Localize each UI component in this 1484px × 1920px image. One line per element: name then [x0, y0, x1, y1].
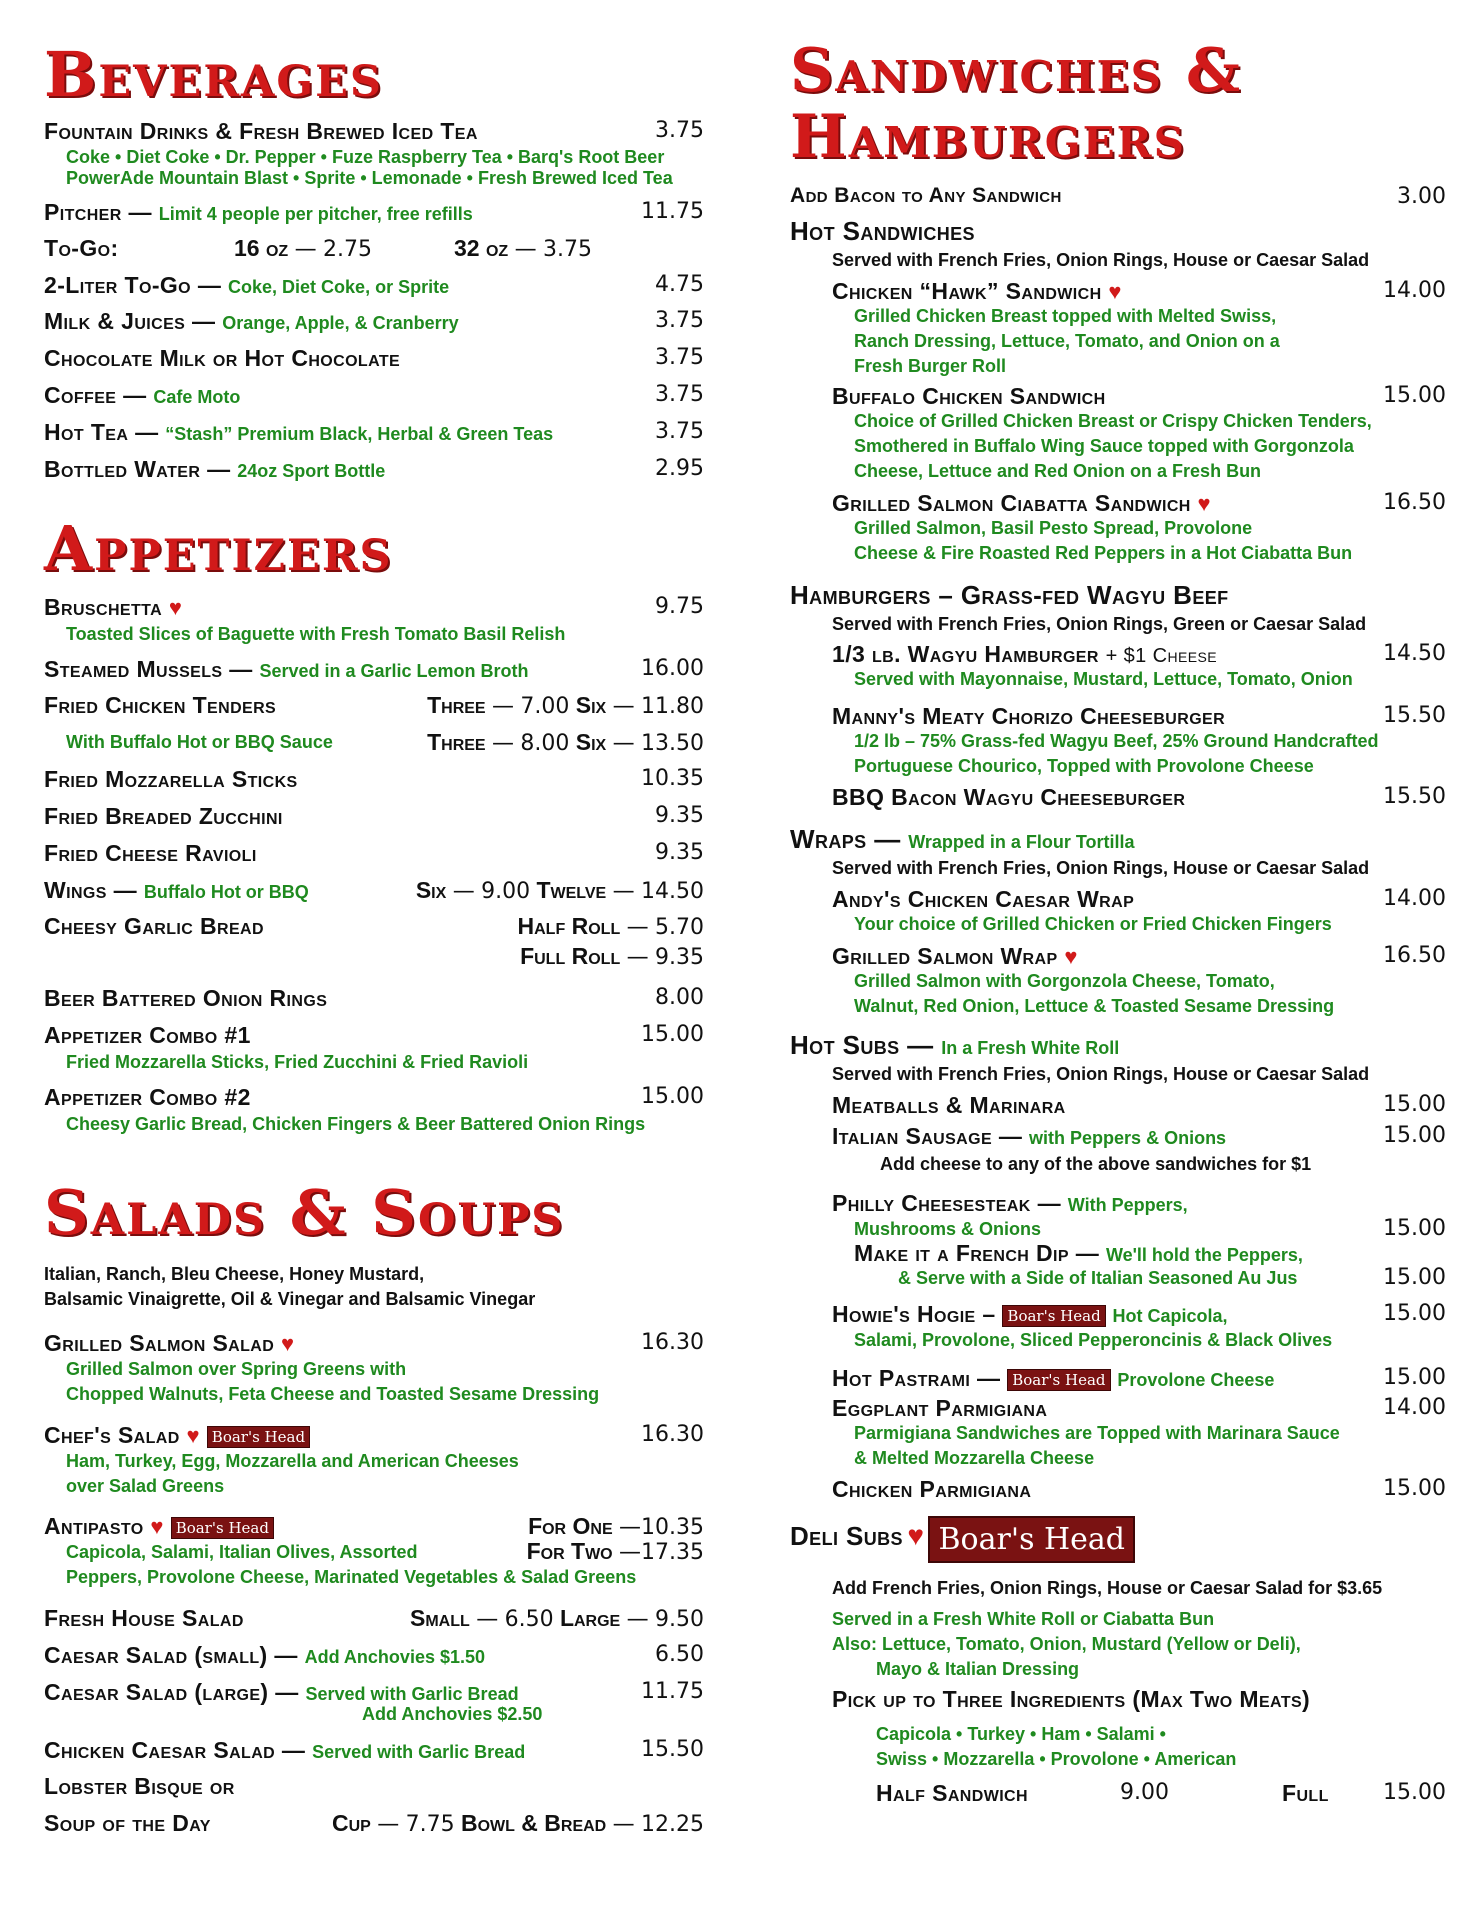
- option-price: 3.75: [542, 237, 592, 262]
- item-price: 3.75: [655, 308, 704, 333]
- item-price: 9.00: [1120, 1780, 1169, 1805]
- boars-head-logo: Boar's Head: [928, 1516, 1135, 1563]
- menu-item-onion-rings: [44, 985, 704, 1011]
- item-description: Grilled Salmon, Basil Pesto Spread, Provolone: [854, 518, 1253, 538]
- item-name: Manny's Meaty Chorizo Cheeseburger: [832, 703, 1226, 729]
- option-price: 7.75: [405, 1812, 455, 1837]
- item-price: 16.30: [641, 1422, 704, 1447]
- item-name: Fountain Drinks & Fresh Brewed Iced Tea: [44, 118, 478, 144]
- item-description: Parmigiana Sandwiches are Topped with Marinara Sauce: [854, 1423, 1340, 1443]
- menu-item-french-dip-cont: [832, 1265, 1446, 1291]
- item-note: Wrapped in a Flour Tortilla: [908, 832, 1135, 852]
- menu-item-add-bacon: [790, 184, 1446, 210]
- item-description: over Salad Greens: [66, 1476, 225, 1496]
- item-price: 16.30: [641, 1330, 704, 1355]
- menu-item-wagyu: [832, 641, 1446, 667]
- item-description: Chopped Walnuts, Feta Cheese and Toasted Sesame Dressing: [66, 1384, 600, 1404]
- item-name: Chef's Salad: [44, 1422, 180, 1448]
- option-price: 17.35: [641, 1540, 704, 1565]
- option-price: 10.35: [641, 1515, 704, 1540]
- item-note: We'll hold the Peppers,: [1105, 1245, 1303, 1265]
- deli-pick-line: Pick up to Three Ingredients (Max Two Meats): [832, 1686, 1311, 1712]
- dressings-line: Balsamic Vinaigrette, Oil & Vinegar and Balsamic Vinegar: [44, 1289, 536, 1309]
- deli-also-line: Also: Lettuce, Tomato, Onion, Mustard (Yellow or Deli),: [832, 1634, 1301, 1654]
- item-price: 15.00: [1383, 1365, 1446, 1390]
- item-note: “Stash” Premium Black, Herbal & Green Teas: [165, 424, 554, 444]
- item-price: 15.50: [641, 1737, 704, 1762]
- served-with-line: Served with French Fries, Onion Rings, House or Caesar Salad: [832, 858, 1370, 878]
- item-note: With Buffalo Hot or BBQ Sauce: [66, 732, 333, 752]
- item-description: Cheese, Lettuce and Red Onion on a Fresh Bun: [854, 461, 1262, 481]
- item-name: BBQ Bacon Wagyu Cheeseburger: [832, 784, 1186, 810]
- served-with-line: Served with French Fries, Onion Rings, House or Caesar Salad: [832, 1064, 1370, 1084]
- item-price: 2.95: [655, 456, 704, 481]
- item-name: Lobster Bisque or: [44, 1773, 235, 1799]
- item-note: Served in a Garlic Lemon Broth: [259, 661, 529, 681]
- item-price: 9.35: [655, 803, 704, 828]
- served-with-line: Served with French Fries, Onion Rings, House or Caesar Salad: [832, 250, 1370, 270]
- deli-subs-heading-row: [790, 1516, 1135, 1563]
- dressings-line: Italian, Ranch, Bleu Cheese, Honey Mustard,: [44, 1264, 425, 1284]
- item-price: 14.00: [1383, 278, 1446, 303]
- item-description: & Melted Mozzarella Cheese: [854, 1448, 1095, 1468]
- deli-also-line: Mayo & Italian Dressing: [876, 1659, 1080, 1679]
- item-name: Chicken Parmigiana: [832, 1476, 1032, 1502]
- item-note: Buffalo Hot or BBQ: [143, 882, 309, 902]
- wraps-heading: Wraps: [790, 824, 867, 854]
- add-cheese-note: Add cheese to any of the above sandwiches for $1: [880, 1154, 1312, 1174]
- item-description: Coke • Diet Coke • Dr. Pepper • Fuze Raspberry Tea • Barq's Root Beer: [66, 147, 665, 167]
- item-name: Steamed Mussels: [44, 656, 223, 682]
- item-price: 8.00: [655, 985, 704, 1010]
- deli-subs-heading: Deli Subs: [790, 1521, 903, 1551]
- item-name: Andy's Chicken Caesar Wrap: [832, 886, 1135, 912]
- item-name: Beer Battered Onion Rings: [44, 985, 328, 1011]
- menu-item-salmon-wrap: [832, 943, 1446, 969]
- menu-item-garlic-bread-full: Full Roll — 9.35: [520, 943, 704, 970]
- menu-item-wings: Wings — Buffalo Hot or BBQ Six — 9.00 Twelve — 14.50: [44, 877, 704, 904]
- item-name: Fried Chicken Tenders: [44, 692, 277, 718]
- item-name: Eggplant Parmigiana: [832, 1395, 1048, 1421]
- heart-icon: ♥: [281, 1331, 295, 1356]
- ingredients-line: Swiss • Mozzarella • Provolone • American: [876, 1749, 1237, 1769]
- hot-subs-heading: Hot Subs: [790, 1030, 900, 1060]
- item-description: PowerAde Mountain Blast • Sprite • Lemonade • Fresh Brewed Iced Tea: [66, 168, 673, 188]
- item-description: 1/2 lb – 75% Grass-fed Wagyu Beef, 25% Ground Handcrafted: [854, 731, 1379, 751]
- item-name: Chocolate Milk or Hot Chocolate: [44, 345, 401, 371]
- option-label: 16 oz: [234, 235, 289, 261]
- item-description: Ranch Dressing, Lettuce, Tomato, and Onion on a: [854, 331, 1280, 351]
- item-name: Appetizer Combo #1: [44, 1022, 251, 1048]
- item-price: 14.00: [1383, 1395, 1446, 1420]
- item-price: 15.00: [1383, 1123, 1446, 1148]
- item-name: Caesar Salad (large): [44, 1679, 269, 1705]
- item-price: 3.75: [655, 419, 704, 444]
- item-description: Grilled Salmon with Gorgonzola Cheese, Tomato,: [854, 971, 1275, 991]
- item-price: 9.35: [655, 840, 704, 865]
- menu-item-mozzarella: [44, 766, 704, 792]
- item-description: Portuguese Chourico, Topped with Provolone Cheese: [854, 756, 1314, 776]
- item-name: Grilled Salmon Wrap: [832, 943, 1058, 969]
- item-name: Hot Pastrami: [832, 1365, 971, 1391]
- item-note: Mushrooms & Onions: [854, 1219, 1042, 1239]
- item-note: Provolone Cheese: [1117, 1370, 1275, 1390]
- item-name: Fried Mozzarella Sticks: [44, 766, 298, 792]
- ingredients-line: Capicola • Turkey • Ham • Salami •: [876, 1724, 1166, 1744]
- item-name: Add Bacon to Any Sandwich: [790, 184, 1062, 207]
- option-price: 2.75: [322, 237, 372, 262]
- item-name: Howie's Hogie: [832, 1301, 976, 1327]
- item-note: In a Fresh White Roll: [941, 1038, 1120, 1058]
- menu-item-2-liter: 2-Liter To-Go — Coke, Diet Coke, or Sprite 4.75: [44, 272, 704, 298]
- menu-item-bbq-wagyu: [832, 784, 1446, 810]
- item-price: 15.00: [1383, 1780, 1446, 1805]
- item-note: Hot Capicola,: [1112, 1306, 1228, 1326]
- item-price: 15.50: [1383, 784, 1446, 809]
- option-price: 9.50: [655, 1607, 704, 1632]
- item-price: 3.75: [655, 118, 704, 143]
- menu-item-howie: Howie's Hogie – Boar's Head Hot Capicola, 15.00: [832, 1301, 1446, 1327]
- item-note: Orange, Apple, & Cranberry: [222, 313, 459, 333]
- item-note: With Peppers,: [1067, 1195, 1188, 1215]
- boars-head-logo: Boar's Head: [1002, 1305, 1105, 1327]
- heart-icon: ♥: [186, 1423, 200, 1448]
- item-note: with Peppers & Onions: [1029, 1128, 1227, 1148]
- item-name: Philly Cheesesteak: [832, 1190, 1031, 1216]
- item-name: Coffee: [44, 382, 117, 408]
- menu-item-coffee: Coffee — Cafe Moto 3.75: [44, 382, 704, 408]
- item-name: Half Sandwich: [876, 1780, 1028, 1806]
- item-name: Buffalo Chicken Sandwich: [832, 383, 1106, 409]
- item-description: Fried Mozzarella Sticks, Fried Zucchini & Fried Ravioli: [66, 1052, 529, 1072]
- item-name: Milk & Juices: [44, 308, 186, 334]
- menu-item-deli-sizes: [876, 1780, 1446, 1806]
- menu-item-combo-1: [44, 1022, 704, 1048]
- item-extra: + $1 Cheese: [1105, 645, 1217, 667]
- item-price: 15.00: [641, 1084, 704, 1109]
- option-price: 8.00: [520, 731, 570, 756]
- menu-item-mussels: Steamed Mussels — Served in a Garlic Lemon Broth 16.00: [44, 656, 704, 682]
- menu-item-hot-tea: Hot Tea — “Stash” Premium Black, Herbal & Green Teas 3.75: [44, 419, 704, 445]
- menu-item-hawk: [832, 278, 1446, 304]
- menu-item-chocolate: [44, 345, 704, 371]
- item-price: 15.00: [1383, 1092, 1446, 1117]
- item-price: 6.50: [655, 1642, 704, 1667]
- menu-item-chefs-salad: [44, 1422, 704, 1448]
- deli-add-line: Add French Fries, Onion Rings, House or Caesar Salad for $3.65: [832, 1578, 1383, 1598]
- item-note: & Serve with a Side of Italian Seasoned Au Jus: [898, 1268, 1298, 1288]
- item-description: Grilled Salmon over Spring Greens with: [66, 1359, 407, 1379]
- boars-head-logo: Boar's Head: [1007, 1369, 1110, 1391]
- menu-item-bruschetta: [44, 594, 704, 620]
- item-note: Add Anchovies $2.50: [362, 1704, 543, 1724]
- heart-icon: ♥: [1064, 944, 1078, 969]
- item-name: Pitcher: [44, 199, 122, 225]
- menu-item-tenders: Fried Chicken Tenders Three — 7.00 Six — 11.80: [44, 692, 704, 719]
- menu-item-fountain: [44, 118, 704, 144]
- item-name: 1/3 lb. Wagyu Hamburger: [832, 641, 1099, 667]
- item-note: Served with Garlic Bread: [312, 1742, 526, 1762]
- option-price: 13.50: [641, 731, 704, 756]
- item-name: To-Go:: [44, 235, 119, 261]
- menu-item-ravioli: [44, 840, 704, 866]
- item-note: Cafe Moto: [153, 387, 241, 407]
- item-price: 14.50: [1383, 641, 1446, 666]
- item-name: Meatballs & Marinara: [832, 1092, 1066, 1118]
- hamburgers-subheading: Hamburgers – Grass-fed Wagyu Beef: [790, 580, 1229, 610]
- option-price: 12.25: [641, 1812, 704, 1837]
- menu-item-philly-cont: [832, 1216, 1446, 1242]
- menu-item-pitcher: Pitcher — Limit 4 people per pitcher, free refills 11.75: [44, 199, 704, 225]
- item-price: 15.00: [1383, 1265, 1446, 1290]
- salads-heading: Salads & Soups: [44, 1176, 565, 1249]
- menu-item-garlic-bread: Cheesy Garlic Bread Half Roll — 5.70: [44, 913, 704, 940]
- item-name: Antipasto: [44, 1513, 144, 1539]
- deli-served-line: Served in a Fresh White Roll or Ciabatta Bun: [832, 1609, 1215, 1629]
- appetizers-heading: Appetizers: [44, 512, 393, 585]
- item-price: 16.00: [641, 656, 704, 681]
- menu-item-buffalo: [832, 383, 1446, 409]
- item-price: 10.35: [641, 766, 704, 791]
- menu-item-combo-2: [44, 1084, 704, 1110]
- item-price: 15.00: [1383, 1476, 1446, 1501]
- boars-head-logo: Boar's Head: [171, 1517, 274, 1539]
- item-name: Fried Cheese Ravioli: [44, 840, 257, 866]
- item-name: Cheesy Garlic Bread: [44, 913, 264, 939]
- item-price: 15.50: [1383, 703, 1446, 728]
- item-name: Caesar Salad (small): [44, 1642, 268, 1668]
- menu-item-caesar-small: Caesar Salad (small) — Add Anchovies $1.50 6.50: [44, 1642, 704, 1668]
- option-price: 11.80: [641, 694, 704, 719]
- item-description: Your choice of Grilled Chicken or Fried Chicken Fingers: [854, 914, 1332, 934]
- item-note: 24oz Sport Bottle: [237, 461, 386, 481]
- served-with-line: Served with French Fries, Onion Rings, Green or Caesar Salad: [832, 614, 1367, 634]
- item-name: Full: [1282, 1780, 1329, 1806]
- menu-item-sausage: Italian Sausage — with Peppers & Onions 15.00: [832, 1123, 1446, 1149]
- menu-item-philly: Philly Cheesesteak — With Peppers,: [832, 1190, 1188, 1216]
- item-description: Cheesy Garlic Bread, Chicken Fingers & Beer Battered Onion Rings: [66, 1114, 646, 1134]
- item-name: Bruschetta: [44, 594, 163, 620]
- boars-head-logo: Boar's Head: [207, 1426, 310, 1448]
- hamburgers-heading: Hamburgers: [790, 102, 1186, 172]
- item-price: 16.50: [1383, 490, 1446, 515]
- item-name: Grilled Salmon Salad: [44, 1330, 275, 1356]
- item-note: Add Anchovies $1.50: [304, 1647, 486, 1667]
- menu-item-pastrami: Hot Pastrami — Boar's Head Provolone Cheese 15.00: [832, 1365, 1446, 1391]
- item-note: Served with Garlic Bread: [305, 1684, 519, 1704]
- item-price: 15.00: [641, 1022, 704, 1047]
- item-note: Coke, Diet Coke, or Sprite: [228, 277, 450, 297]
- item-name: Bottled Water: [44, 456, 201, 482]
- option-price: 14.50: [641, 879, 704, 904]
- menu-item-tenders-sauce: With Buffalo Hot or BBQ Sauce Three — 8.00 Six — 13.50: [66, 729, 704, 756]
- menu-item-salmon-salad: [44, 1330, 704, 1356]
- menu-item-water: Bottled Water — 24oz Sport Bottle 2.95: [44, 456, 704, 482]
- option-price: 7.00: [520, 694, 570, 719]
- item-price: 4.75: [655, 272, 704, 297]
- menu-item-chicken-caesar: Chicken Caesar Salad — Served with Garlic Bread 15.50: [44, 1737, 704, 1763]
- heart-icon: ♥: [168, 595, 183, 620]
- menu-item-meatballs: [832, 1092, 1446, 1118]
- item-name: Appetizer Combo #2: [44, 1084, 251, 1110]
- hot-subs-heading-row: Hot Subs — In a Fresh White Roll: [790, 1030, 1120, 1060]
- item-name: Chicken Caesar Salad: [44, 1737, 276, 1763]
- item-description: Smothered in Buffalo Wing Sauce topped with Gorgonzola: [854, 436, 1354, 456]
- menu-item-salmon-ciabatta: [832, 490, 1446, 516]
- item-price: 16.50: [1383, 943, 1446, 968]
- item-description: Cheese & Fire Roasted Red Peppers in a Hot Ciabatta Bun: [854, 543, 1353, 563]
- option-price: 5.70: [655, 915, 704, 940]
- item-price: 11.75: [641, 199, 704, 224]
- item-name: Hot Tea: [44, 419, 129, 445]
- item-price: 9.75: [655, 594, 704, 619]
- item-name: Fried Breaded Zucchini: [44, 803, 283, 829]
- item-note: Limit 4 people per pitcher, free refills: [158, 204, 473, 224]
- wraps-heading-row: Wraps — Wrapped in a Flour Tortilla: [790, 824, 1135, 854]
- menu-item-caesar-large: Caesar Salad (large) — Served with Garlic Bread 11.75: [44, 1679, 704, 1705]
- option-label: 32 oz: [454, 235, 509, 261]
- heart-icon: ♥: [150, 1514, 164, 1539]
- heart-icon: ♥: [907, 1520, 925, 1551]
- menu-item-milk: Milk & Juices — Orange, Apple, & Cranberry 3.75: [44, 308, 704, 334]
- item-description: Served with Mayonnaise, Mustard, Lettuce, Tomato, Onion: [854, 669, 1353, 689]
- menu-item-manny: [832, 703, 1446, 729]
- heart-icon: ♥: [1108, 279, 1122, 304]
- menu-item-andy-wrap: [832, 886, 1446, 912]
- item-description: Toasted Slices of Baguette with Fresh Tomato Basil Relish: [66, 624, 566, 644]
- menu-item-eggplant: [832, 1395, 1446, 1421]
- item-name: 2-Liter To-Go: [44, 272, 192, 298]
- item-price: 15.00: [1383, 383, 1446, 408]
- menu-item-soup: Soup of the Day Cup — 7.75 Bowl & Bread — 12.25: [44, 1810, 704, 1837]
- item-name: Chicken “Hawk” Sandwich: [832, 278, 1102, 304]
- item-price: 14.00: [1383, 886, 1446, 911]
- option-price: 9.00: [481, 879, 531, 904]
- item-name: Grilled Salmon Ciabatta Sandwich: [832, 490, 1191, 516]
- heart-icon: ♥: [1197, 491, 1212, 516]
- menu-item-house-salad: Fresh House Salad Small — 6.50 Large — 9.50: [44, 1605, 704, 1632]
- item-description: Salami, Provolone, Sliced Pepperoncinis & Black Olives: [854, 1330, 1333, 1350]
- item-name: Soup of the Day: [44, 1810, 211, 1836]
- menu-item-togo: To-Go: 16 oz — 2.75 32 oz — 3.75: [44, 235, 592, 262]
- item-name: Wings: [44, 877, 107, 903]
- item-name: Make it a French Dip: [854, 1240, 1069, 1266]
- option-price: 6.50: [504, 1607, 554, 1632]
- beverages-heading: Beverages: [44, 38, 383, 111]
- menu-item-bisque: [44, 1773, 704, 1799]
- menu-item-zucchini: [44, 803, 704, 829]
- item-name: Fresh House Salad: [44, 1605, 244, 1631]
- option-price: 9.35: [655, 945, 704, 970]
- item-description: Grilled Chicken Breast topped with Melted Swiss,: [854, 306, 1277, 326]
- item-price: 11.75: [641, 1679, 704, 1704]
- item-price: 3.00: [1397, 184, 1446, 209]
- item-price: 3.75: [655, 382, 704, 407]
- item-description: Capicola, Salami, Italian Olives, Assorted: [66, 1542, 418, 1562]
- item-price: 3.75: [655, 345, 704, 370]
- menu-item-chicken-parm: [832, 1476, 1446, 1502]
- menu-item-french-dip: Make it a French Dip — We'll hold the Peppers,: [854, 1240, 1303, 1266]
- item-description: Peppers, Provolone Cheese, Marinated Vegetables & Salad Greens: [66, 1567, 637, 1587]
- item-description: Choice of Grilled Chicken Breast or Crispy Chicken Tenders,: [854, 411, 1372, 431]
- item-name: Italian Sausage: [832, 1123, 993, 1149]
- item-description: Fresh Burger Roll: [854, 356, 1007, 376]
- item-description: Ham, Turkey, Egg, Mozzarella and American Cheeses: [66, 1451, 519, 1471]
- item-description: Walnut, Red Onion, Lettuce & Toasted Sesame Dressing: [854, 996, 1335, 1016]
- item-price: 15.00: [1383, 1301, 1446, 1326]
- item-price: 15.00: [1383, 1216, 1446, 1241]
- hot-sandwiches-heading: Hot Sandwiches: [790, 216, 975, 246]
- sandwiches-heading: Sandwiches &: [790, 36, 1243, 106]
- menu-item-antipasto: Antipasto ♥ Boar's Head For One —10.35: [44, 1513, 704, 1540]
